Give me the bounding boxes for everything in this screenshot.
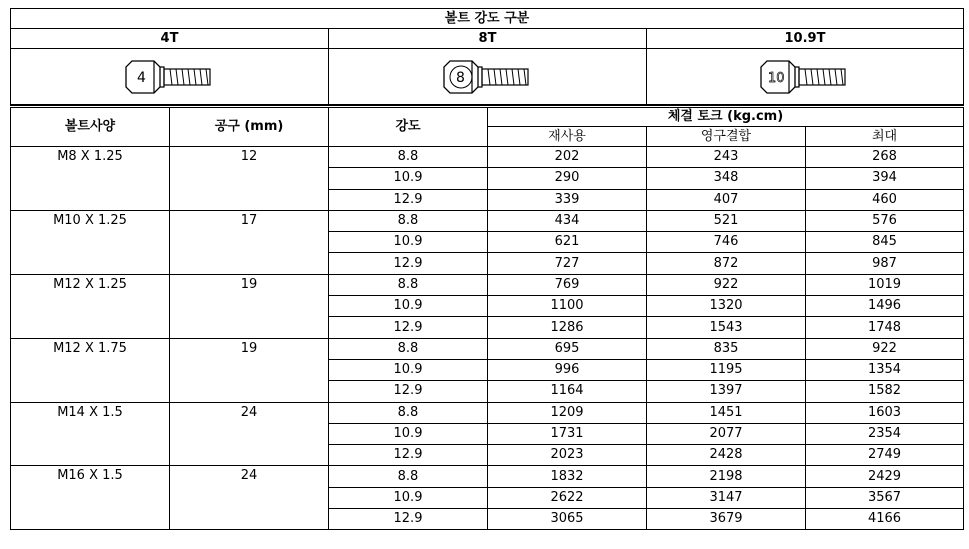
header-permanent: 영구결합 (647, 127, 806, 147)
strength-grade-cell: 12.9 (329, 317, 488, 338)
tool-size-cell: 19 (170, 338, 329, 402)
bolt-illustration-4t (11, 49, 329, 105)
max-torque-cell: 3567 (806, 487, 964, 508)
table-row (11, 466, 964, 487)
reuse-torque-cell: 1832 (488, 466, 647, 487)
max-torque-cell: 2749 (806, 445, 964, 466)
reuse-torque-cell: 2023 (488, 445, 647, 466)
bolt-size-cell: M10 X 1.25 (11, 210, 170, 274)
reuse-torque-cell: 727 (488, 253, 647, 274)
strength-grade-cell: 12.9 (329, 253, 488, 274)
permanent-torque-cell: 872 (647, 253, 806, 274)
max-torque-cell: 460 (806, 189, 964, 210)
permanent-torque-cell: 2198 (647, 466, 806, 487)
reuse-torque-cell: 695 (488, 338, 647, 359)
table-row (11, 274, 964, 295)
bolt-icon (438, 55, 538, 99)
table-title: 볼트 강도 구분 (11, 9, 964, 29)
strength-grade-cell: 8.8 (329, 210, 488, 231)
permanent-torque-cell: 1397 (647, 381, 806, 402)
permanent-torque-cell: 3679 (647, 509, 806, 530)
max-torque-cell: 845 (806, 232, 964, 253)
permanent-torque-cell: 407 (647, 189, 806, 210)
max-torque-cell: 2429 (806, 466, 964, 487)
permanent-torque-cell: 835 (647, 338, 806, 359)
reuse-torque-cell: 621 (488, 232, 647, 253)
bolt-mark-4: 4 (136, 69, 146, 86)
max-torque-cell: 576 (806, 210, 964, 231)
header-strength: 강도 (329, 107, 488, 147)
torque-spec-table (10, 105, 964, 530)
bolt-size-cell: M12 X 1.25 (11, 274, 170, 338)
header-max: 최대 (806, 127, 964, 147)
max-torque-cell: 987 (806, 253, 964, 274)
strength-grade-cell: 10.9 (329, 168, 488, 189)
strength-grade-cell: 10.9 (329, 487, 488, 508)
max-torque-cell: 1603 (806, 402, 964, 423)
permanent-torque-cell: 243 (647, 147, 806, 168)
permanent-torque-cell: 2077 (647, 423, 806, 444)
strength-grade-cell: 8.8 (329, 402, 488, 423)
reuse-torque-cell: 1731 (488, 423, 647, 444)
strength-grade-cell: 8.8 (329, 338, 488, 359)
max-torque-cell: 1582 (806, 381, 964, 402)
reuse-torque-cell: 1100 (488, 296, 647, 317)
table-row (11, 147, 964, 168)
max-torque-cell: 1354 (806, 359, 964, 380)
header-reuse: 재사용 (488, 127, 647, 147)
permanent-torque-cell: 1451 (647, 402, 806, 423)
bolt-icon (120, 55, 220, 99)
reuse-torque-cell: 1164 (488, 381, 647, 402)
max-torque-cell: 394 (806, 168, 964, 189)
max-torque-cell: 1496 (806, 296, 964, 317)
strength-grade-cell: 10.9 (329, 359, 488, 380)
grade-label-8t: 8T (329, 29, 647, 49)
strength-grade-cell: 10.9 (329, 232, 488, 253)
bolt-mark-8: 8 (455, 69, 465, 86)
table-row (11, 210, 964, 231)
strength-grade-cell: 12.9 (329, 381, 488, 402)
max-torque-cell: 4166 (806, 509, 964, 530)
bolt-strength-document (10, 8, 963, 530)
header-torque: 체결 토크 (kg.cm) (488, 107, 964, 127)
spec-body (11, 147, 964, 530)
permanent-torque-cell: 922 (647, 274, 806, 295)
tool-size-cell: 24 (170, 466, 329, 530)
permanent-torque-cell: 1195 (647, 359, 806, 380)
max-torque-cell: 2354 (806, 423, 964, 444)
reuse-torque-cell: 769 (488, 274, 647, 295)
strength-grade-cell: 12.9 (329, 445, 488, 466)
permanent-torque-cell: 746 (647, 232, 806, 253)
reuse-torque-cell: 1209 (488, 402, 647, 423)
bolt-illustration-10-9t (647, 49, 964, 105)
strength-grade-cell: 10.9 (329, 423, 488, 444)
strength-grade-cell: 12.9 (329, 189, 488, 210)
strength-grade-cell: 12.9 (329, 509, 488, 530)
tool-size-cell: 19 (170, 274, 329, 338)
reuse-torque-cell: 202 (488, 147, 647, 168)
permanent-torque-cell: 1543 (647, 317, 806, 338)
max-torque-cell: 1019 (806, 274, 964, 295)
strength-grade-cell: 10.9 (329, 296, 488, 317)
strength-grade-cell: 8.8 (329, 147, 488, 168)
tool-size-cell: 24 (170, 402, 329, 466)
strength-grade-cell: 8.8 (329, 466, 488, 487)
reuse-torque-cell: 996 (488, 359, 647, 380)
grade-label-10-9t: 10.9T (647, 29, 964, 49)
max-torque-cell: 1748 (806, 317, 964, 338)
bolt-mark-10: 10 (768, 70, 785, 86)
bolt-icon (755, 55, 855, 99)
reuse-torque-cell: 1286 (488, 317, 647, 338)
permanent-torque-cell: 521 (647, 210, 806, 231)
header-tool: 공구 (mm) (170, 107, 329, 147)
reuse-torque-cell: 434 (488, 210, 647, 231)
bolt-grade-table (10, 8, 964, 105)
max-torque-cell: 268 (806, 147, 964, 168)
max-torque-cell: 922 (806, 338, 964, 359)
grade-label-4t: 4T (11, 29, 329, 49)
header-bolt-spec: 볼트사양 (11, 107, 170, 147)
permanent-torque-cell: 348 (647, 168, 806, 189)
reuse-torque-cell: 2622 (488, 487, 647, 508)
table-row (11, 338, 964, 359)
reuse-torque-cell: 339 (488, 189, 647, 210)
permanent-torque-cell: 2428 (647, 445, 806, 466)
bolt-size-cell: M16 X 1.5 (11, 466, 170, 530)
bolt-size-cell: M12 X 1.75 (11, 338, 170, 402)
reuse-torque-cell: 290 (488, 168, 647, 189)
bolt-size-cell: M14 X 1.5 (11, 402, 170, 466)
permanent-torque-cell: 3147 (647, 487, 806, 508)
reuse-torque-cell: 3065 (488, 509, 647, 530)
table-row (11, 402, 964, 423)
bolt-size-cell: M8 X 1.25 (11, 147, 170, 211)
strength-grade-cell: 8.8 (329, 274, 488, 295)
permanent-torque-cell: 1320 (647, 296, 806, 317)
bolt-illustration-8t (329, 49, 647, 105)
tool-size-cell: 17 (170, 210, 329, 274)
tool-size-cell: 12 (170, 147, 329, 211)
